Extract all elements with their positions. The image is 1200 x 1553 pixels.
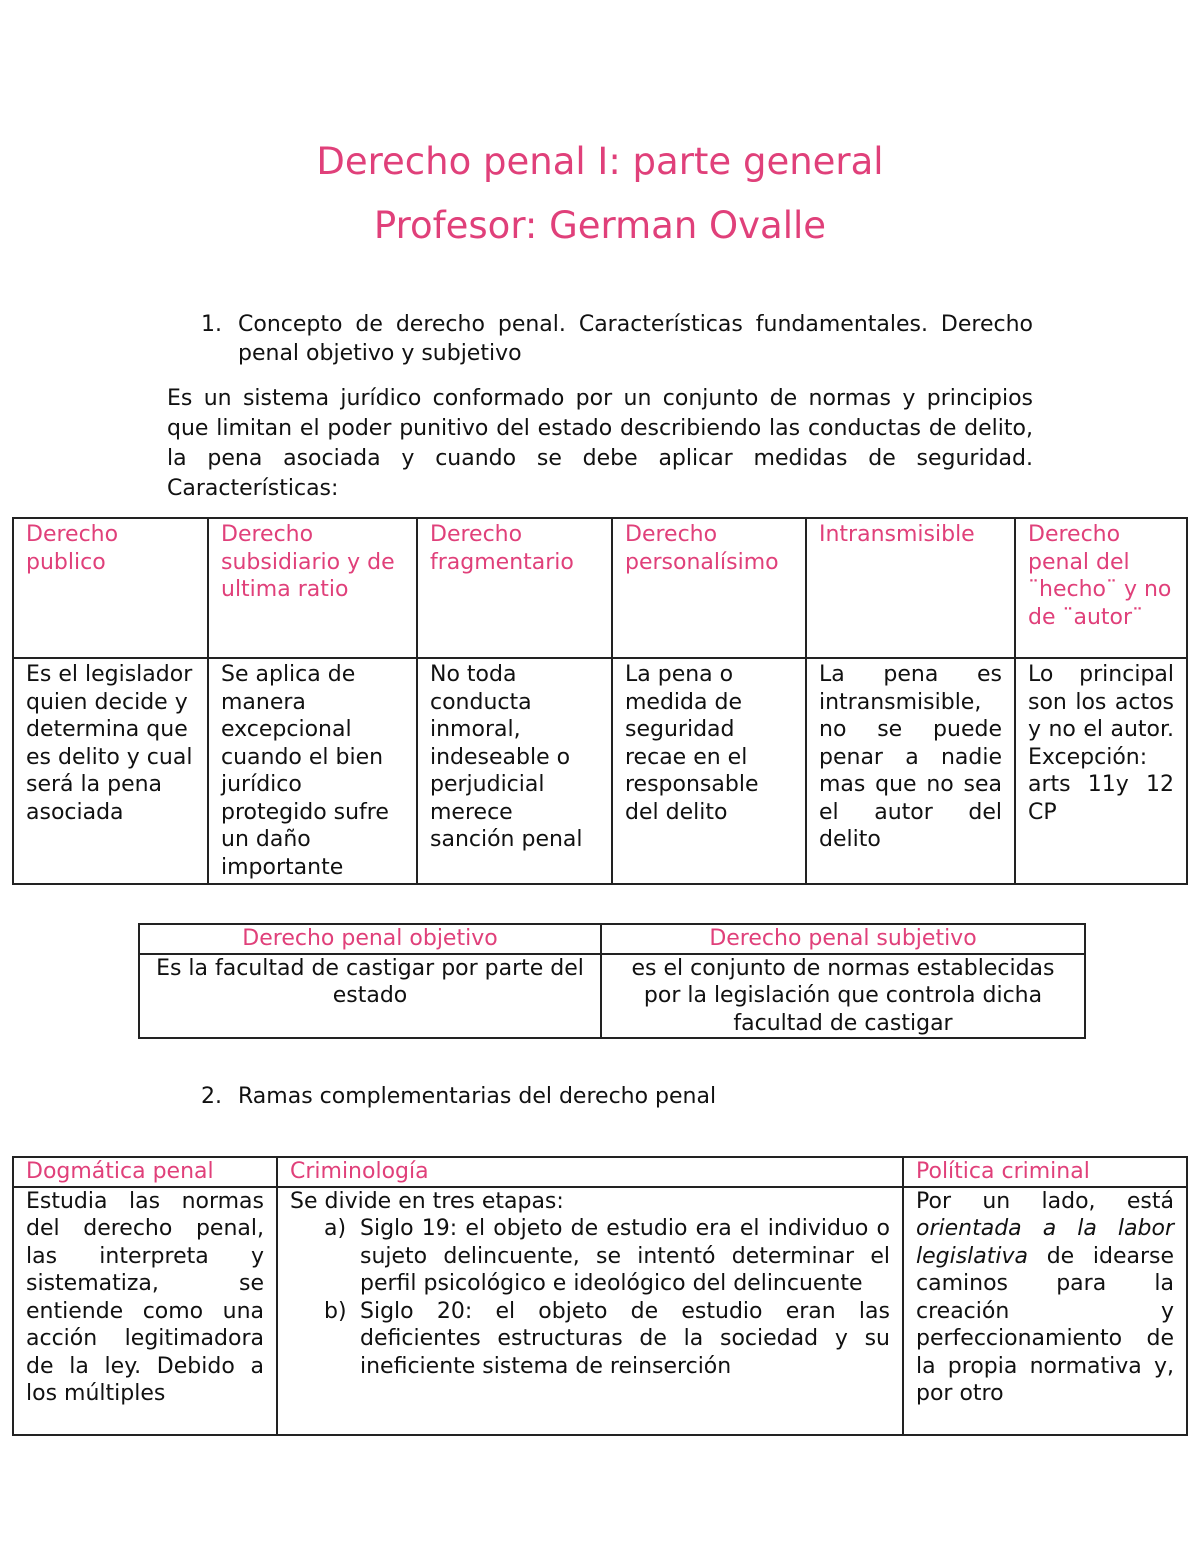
objective-cell: Es la facultad de castigar por parte del estado <box>139 954 601 1039</box>
characteristics-cell: La pena o medida de seguridad recae en el responsable del delito <box>612 658 806 884</box>
objective-subjective-table <box>138 923 1086 1039</box>
characteristics-cell: La pena es intransmisible, no se puede penar a nadie mas que no sea el autor del delito <box>806 658 1015 884</box>
section-2-title: Ramas complementarias del derecho penal <box>238 1084 717 1109</box>
characteristics-table <box>12 517 1188 885</box>
characteristics-cell: Es el legislador quien decide y determina que es delito y cual será la pena asociada <box>13 658 208 884</box>
characteristics-cell: Lo principal son los actos y no el autor. Excepción: arts 11y 12 CP <box>1015 658 1187 884</box>
section-1-title: Concepto de derecho penal. Características fundamentales. Derecho penal objetivo y subjetivo <box>238 312 1033 366</box>
politica-emphasis: orientada a la labor legislativa <box>916 1216 1174 1269</box>
characteristics-header: Derecho publico <box>13 518 208 658</box>
list-item-label: b) <box>324 1298 347 1324</box>
section-2-heading <box>201 1082 1033 1112</box>
dogmatica-header: Dogmática penal <box>13 1157 277 1187</box>
criminologia-list <box>290 1215 890 1380</box>
criminologia-cell <box>277 1187 903 1435</box>
objective-header: Derecho penal objetivo <box>139 924 601 954</box>
section-1-heading <box>201 310 1033 370</box>
list-item-text: Siglo 20: el objeto de estudio eran las deficientes estructuras de la sociedad y su ineficiente sistema de reinserción <box>360 1298 890 1379</box>
subjective-cell: es el conjunto de normas establecidas por la legislación que controla dicha facultad de castigar <box>601 954 1085 1039</box>
list-item <box>290 1298 890 1381</box>
document-title: Derecho penal I: parte general <box>316 140 884 183</box>
politica-text-start: Por un lado, está <box>916 1188 1174 1214</box>
section-2-number: 2. <box>201 1084 222 1109</box>
characteristics-cell: Se aplica de manera excepcional cuando el bien jurídico protegido sufre un daño importante <box>208 658 417 884</box>
characteristics-cell: No toda conducta inmoral, indeseable o perjudicial merece sanción penal <box>417 658 612 884</box>
characteristics-header: Derecho fragmentario <box>417 518 612 658</box>
list-item-text: Siglo 19: el objeto de estudio era el individuo o sujeto delincuente, se intentó determinar el perfil psicológico e ideológico del delincuente <box>360 1216 890 1296</box>
criminologia-header: Criminología <box>277 1157 903 1187</box>
characteristics-header: Derecho penal del ¨hecho¨ y no de ¨autor¨ <box>1015 518 1187 658</box>
section-1-number: 1. <box>201 312 222 337</box>
politica-cell <box>903 1187 1187 1435</box>
characteristics-header: Derecho personalísimo <box>612 518 806 658</box>
dogmatica-cell: Estudia las normas del derecho penal, las interpreta y sistematiza, se entiende como una acción legitimadora de la ley. Debido a los múltiples <box>13 1187 277 1435</box>
criminologia-intro: Se divide en tres etapas: <box>290 1188 564 1214</box>
politica-text-end: de idearse caminos para la creación y perfeccionamiento de la propia normativa y, por otro <box>916 1243 1174 1406</box>
branches-table <box>12 1156 1188 1436</box>
list-item-label: a) <box>324 1216 347 1241</box>
intro-paragraph: Es un sistema jurídico conformado por un conjunto de normas y principios que limitan el poder punitivo del estado describiendo las conductas de delito, la pena asociada y cuando se debe aplicar medidas de seguridad. Características: <box>167 386 1033 501</box>
politica-header: Política criminal <box>903 1157 1187 1187</box>
characteristics-header: Intransmisible <box>806 518 1015 658</box>
subjective-header: Derecho penal subjetivo <box>601 924 1085 954</box>
document-subtitle: Profesor: German Ovalle <box>373 204 827 247</box>
list-item <box>290 1215 890 1298</box>
characteristics-header: Derecho subsidiario y de ultima ratio <box>208 518 417 658</box>
